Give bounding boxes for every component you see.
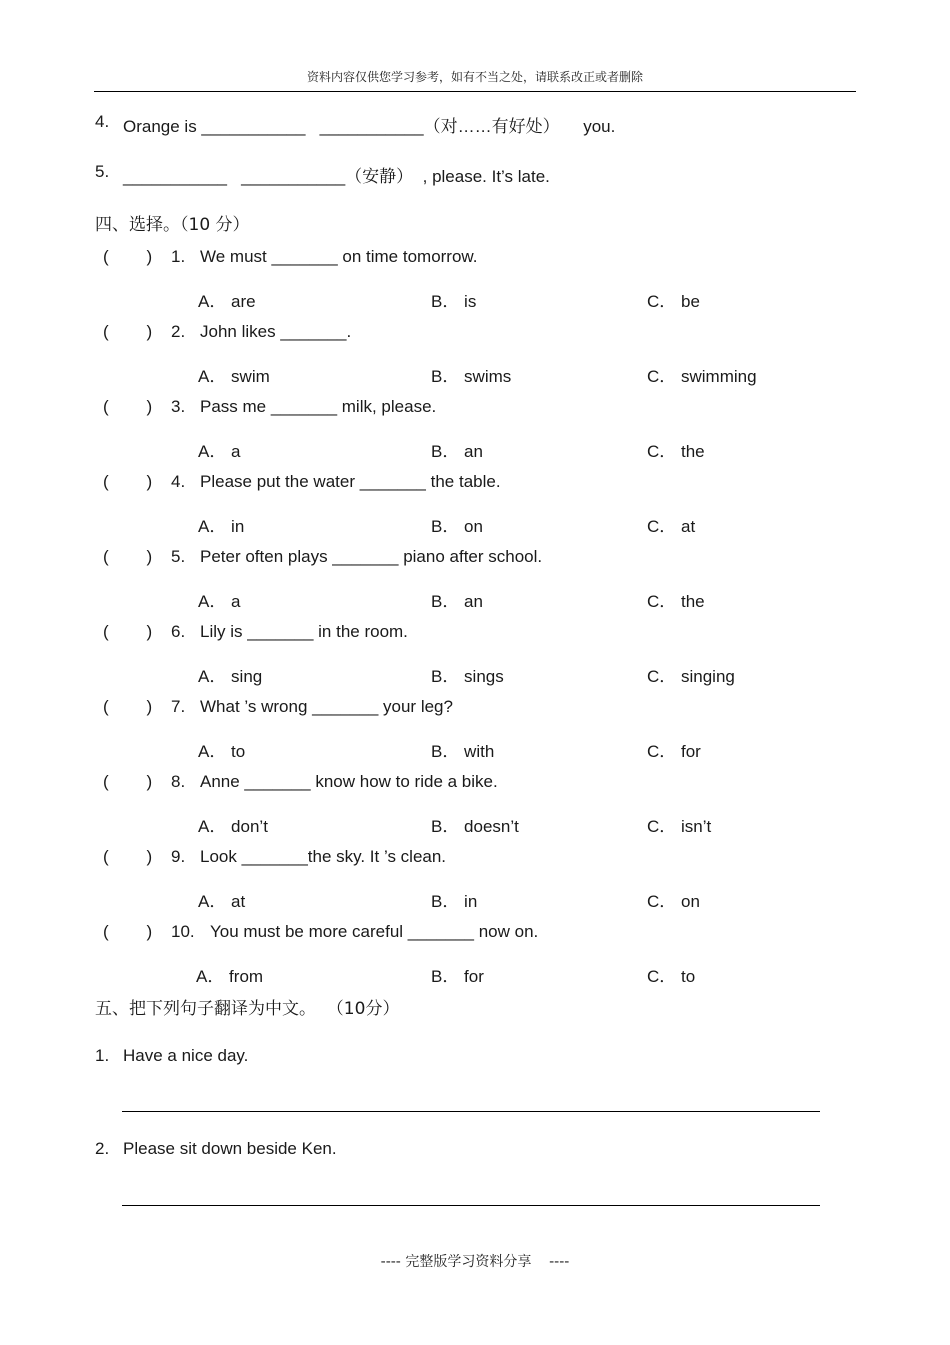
q2-question-number: 2. [171, 322, 186, 341]
q4-question-number: 4. [171, 472, 186, 491]
q8-option-b: B． doesn’t [431, 817, 519, 836]
header-divider [94, 91, 856, 92]
q4-option-c: C． at [647, 517, 696, 536]
q2-option-a: A． swim [198, 367, 270, 386]
page-footer: ---- 完整版学习资料分享 ---- [380, 1254, 570, 1270]
q4-option-a: A． in [198, 517, 245, 536]
translate-item-1-number: 1. [95, 1046, 110, 1065]
q7-question-number: 7. [171, 697, 186, 716]
q7-option-b: B． with [431, 742, 495, 761]
q10-option-c: C． to [647, 967, 696, 986]
translate-item-2-text: Please sit down beside Ken. [123, 1139, 337, 1158]
q4-answer-paren[interactable]: ( ) [103, 472, 153, 491]
q3-answer-paren[interactable]: ( ) [103, 397, 153, 416]
section-4-title: 四、选择。（10 分） [95, 215, 250, 235]
q3-option-c: C． the [647, 442, 705, 461]
q5-option-c: C． the [647, 592, 705, 611]
fill-item-4-text: Orange is ___________ ___________（对……有好处） you. [123, 117, 616, 136]
translate-item-2-number: 2. [95, 1139, 110, 1158]
q3-question-number: 3. [171, 397, 186, 416]
q7-answer-paren[interactable]: ( ) [103, 697, 153, 716]
fill-item-5-text: ___________ ___________（安静） , please. It’s late. [123, 167, 550, 186]
q8-option-a: A． don’t [198, 817, 268, 836]
q10-option-b: B． for [431, 967, 484, 986]
q7-question-stem: What ’s wrong _______ your leg? [200, 697, 453, 716]
q8-question-stem: Anne _______ know how to ride a bike. [200, 772, 498, 791]
q6-option-a: A． sing [198, 667, 263, 686]
translate-item-1-text: Have a nice day. [123, 1046, 249, 1065]
fill-item-5-number: 5. [95, 162, 110, 181]
q6-answer-paren[interactable]: ( ) [103, 622, 153, 641]
q10-answer-paren[interactable]: ( ) [103, 922, 153, 941]
q10-option-a: A． from [196, 967, 264, 986]
q9-question-stem: Look _______the sky. It ’s clean. [200, 847, 447, 866]
q6-question-stem: Lily is _______ in the room. [200, 622, 408, 641]
q2-option-c: C． swimming [647, 367, 757, 386]
q1-question-number: 1. [171, 247, 186, 266]
page-header: 资料内容仅供您学习参考，如有不当之处，请联系改正或者删除 [306, 70, 643, 84]
q8-option-c: C． isn’t [647, 817, 712, 836]
q7-option-a: A． to [198, 742, 246, 761]
q9-option-b: B． in [431, 892, 478, 911]
q8-answer-paren[interactable]: ( ) [103, 772, 153, 791]
translate-answer-line-1[interactable] [122, 1111, 820, 1112]
q10-question-number: 10. [171, 922, 195, 941]
q5-question-number: 5. [171, 547, 186, 566]
q5-answer-paren[interactable]: ( ) [103, 547, 153, 566]
q1-option-a: A． are [198, 292, 256, 311]
q3-question-stem: Pass me _______ milk, please. [200, 397, 437, 416]
section-5-title: 五、把下列句子翻译为中文。 （10分） [95, 999, 400, 1019]
q9-question-number: 9. [171, 847, 186, 866]
q4-option-b: B． on [431, 517, 483, 536]
q1-question-stem: We must _______ on time tomorrow. [200, 247, 478, 266]
q1-option-c: C． be [647, 292, 700, 311]
translate-answer-line-2[interactable] [122, 1205, 820, 1206]
q3-option-a: A． a [198, 442, 241, 461]
q7-option-c: C． for [647, 742, 701, 761]
q6-question-number: 6. [171, 622, 186, 641]
q2-option-b: B． swims [431, 367, 512, 386]
q1-option-b: B． is [431, 292, 477, 311]
q10-question-stem: You must be more careful _______ now on. [210, 922, 539, 941]
q6-option-b: B． sings [431, 667, 504, 686]
q6-option-c: C． singing [647, 667, 735, 686]
q5-option-b: B． an [431, 592, 483, 611]
q4-question-stem: Please put the water _______ the table. [200, 472, 501, 491]
q1-answer-paren[interactable]: ( ) [103, 247, 153, 266]
q9-option-c: C． on [647, 892, 700, 911]
q3-option-b: B． an [431, 442, 483, 461]
q2-question-stem: John likes _______. [200, 322, 352, 341]
q5-question-stem: Peter often plays _______ piano after school. [200, 547, 543, 566]
q2-answer-paren[interactable]: ( ) [103, 322, 153, 341]
q9-answer-paren[interactable]: ( ) [103, 847, 153, 866]
fill-item-4-number: 4. [95, 112, 110, 131]
q8-question-number: 8. [171, 772, 186, 791]
q5-option-a: A． a [198, 592, 241, 611]
q9-option-a: A． at [198, 892, 246, 911]
